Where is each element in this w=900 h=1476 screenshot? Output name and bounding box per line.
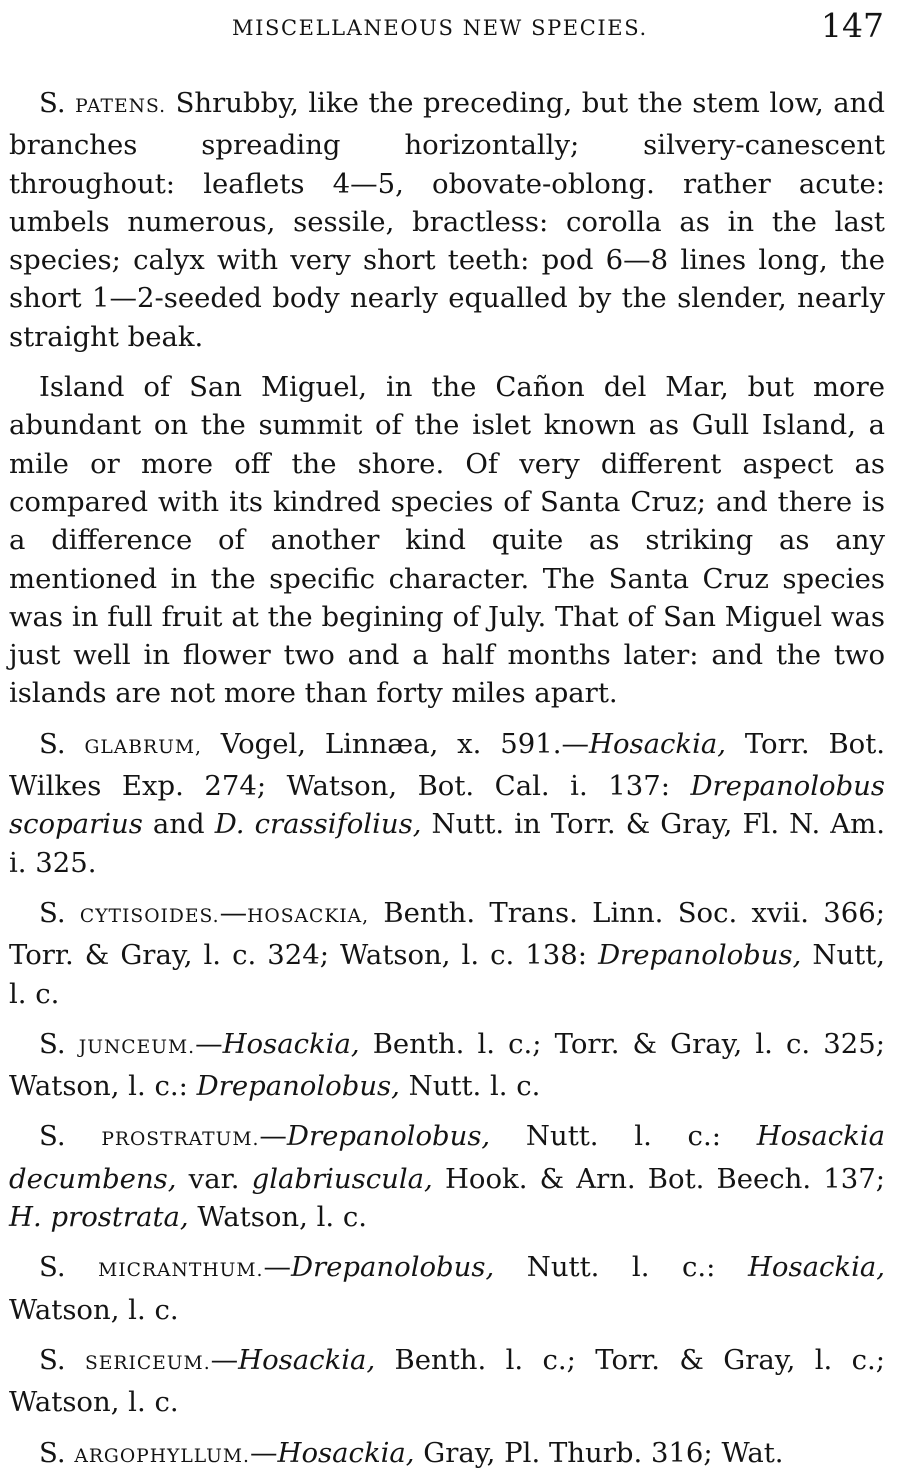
text-run: — xyxy=(219,896,248,929)
italic-run: Hosackia, xyxy=(277,1436,415,1469)
page-header xyxy=(0,6,900,46)
text-run: Shrubby, like the preceding, but the stem low, and branches spreading horizontally; silvery-canescent throughout: leaflets 4—5, obovate-oblong. rather acute: umbels numerous, sessile, bractless: corolla as in the last species; calyx with very short teeth: pod 6—8 lines long, the short 1—2-seeded body nearly equalled by the slender, nearly straight beak. xyxy=(9,87,885,353)
text-run: Watson, l. c. xyxy=(9,1293,179,1326)
italic-run: Hosackia, xyxy=(238,1343,376,1376)
italic-run: glabriuscula, xyxy=(251,1162,433,1195)
entry-argophyllum xyxy=(9,1434,885,1476)
text-run: S. xyxy=(39,1027,79,1060)
text-run: Island of San Miguel, in the Cañon del Mar, but more abundant on the summit of the islet known as Gull Island, a mile or more off the shore. Of very different aspect as compared with its kindred species of Santa Cruz; and there is a difference of another kind quite as striking as any mentioned in the specific character. The Santa Cruz species was in full fruit at the begining of July. That of San Miguel was just well in flower two and a half months later: and the two islands are not more than forty miles apart. xyxy=(9,371,885,710)
text-run: Hook. & Arn. Bot. Beech. 137; xyxy=(432,1162,886,1195)
species-name: SERICEUM. xyxy=(84,1352,211,1374)
text-run: Torr. Bot. Wilkes Exp. 274; Watson, Bot. Cal. i. 137: xyxy=(9,727,886,803)
italic-run: Drepanolobus scoparius xyxy=(9,770,885,841)
paragraph-patens-description xyxy=(9,84,885,356)
text-run: Nutt. l. c. xyxy=(399,1070,541,1103)
italic-run: Hosackia, xyxy=(222,1027,360,1060)
species-name: CYTISOIDES. xyxy=(79,905,220,927)
italic-run: D. crassifolius, xyxy=(214,808,422,841)
running-title: MISCELLANEOUS NEW SPECIES. xyxy=(232,16,648,40)
entry-micranthum xyxy=(9,1248,885,1329)
entry-sericeum xyxy=(9,1341,885,1422)
text-run: — xyxy=(250,1436,278,1469)
text-run: S. xyxy=(39,1436,75,1469)
species-name: GLABRUM, xyxy=(84,736,202,758)
text-run: Benth. l. c.; Torr. & Gray, l. c.; Watson, l. c. xyxy=(9,1343,885,1419)
text-run: Nutt. l. c.: xyxy=(490,1120,757,1153)
text-run: Nutt, l. c. xyxy=(9,939,885,1010)
entry-prostratum xyxy=(9,1117,885,1236)
text-run: Benth. l. c.; Torr. & Gray, l. c. 325; Watson, l. c.: xyxy=(9,1027,885,1103)
text-run: Gray, Pl. Thurb. 316; Wat. xyxy=(414,1436,784,1469)
text-run: — xyxy=(210,1343,239,1376)
text-run: S. xyxy=(39,1251,99,1284)
italic-run: Drepanolobus, xyxy=(286,1120,491,1153)
text-run: and xyxy=(142,808,215,841)
text-run: S. xyxy=(39,1343,85,1376)
species-name: PATENS. xyxy=(75,96,167,117)
text-run: — xyxy=(195,1027,223,1060)
species-name: JUNCEUM. xyxy=(78,1036,196,1058)
body-text xyxy=(9,84,885,1476)
page-number: 147 xyxy=(821,6,884,45)
italic-run: Drepanolobus, xyxy=(598,939,802,972)
species-name: MICRANTHUM. xyxy=(98,1260,264,1282)
text-run: var. xyxy=(176,1162,252,1195)
text-run: Benth. Trans. Linn. Soc. xvii. 366; Torr. & Gray, l. c. 324; Watson, l. c. 138: xyxy=(9,896,885,972)
species-name: ARGOPHYLLUM. xyxy=(74,1445,250,1467)
species-name: HOSACKIA, xyxy=(247,905,370,927)
paragraph-patens-habitat xyxy=(9,368,885,713)
text-run: Nutt. l. c.: xyxy=(494,1251,748,1284)
text-run: — xyxy=(259,1120,287,1153)
entry-glabrum xyxy=(9,725,885,882)
text-run: Watson, l. c. xyxy=(188,1201,368,1234)
text-run: S. xyxy=(39,896,80,929)
italic-run: H. prostrata, xyxy=(9,1201,189,1234)
italic-run: Drepanolobus, xyxy=(196,1070,400,1103)
text-run: Nutt. in Torr. & Gray, Fl. N. Am. i. 325. xyxy=(9,808,885,879)
italic-run: Drepanolobus, xyxy=(290,1251,495,1284)
italic-run: Hosackia, xyxy=(747,1251,885,1284)
text-run: S. xyxy=(39,87,76,119)
text-run: S. xyxy=(39,1120,102,1153)
italic-run: Hosackia decumbens, xyxy=(9,1120,886,1195)
text-run: Vogel, Linnæa, x. 591.— xyxy=(201,727,589,760)
entry-cytisoides xyxy=(9,894,885,1013)
species-name: PROSTRATUM. xyxy=(101,1129,260,1151)
italic-run: Hosackia, xyxy=(588,727,727,760)
entry-junceum xyxy=(9,1025,885,1106)
text-run: S. xyxy=(39,727,85,760)
text-run: — xyxy=(263,1251,291,1284)
